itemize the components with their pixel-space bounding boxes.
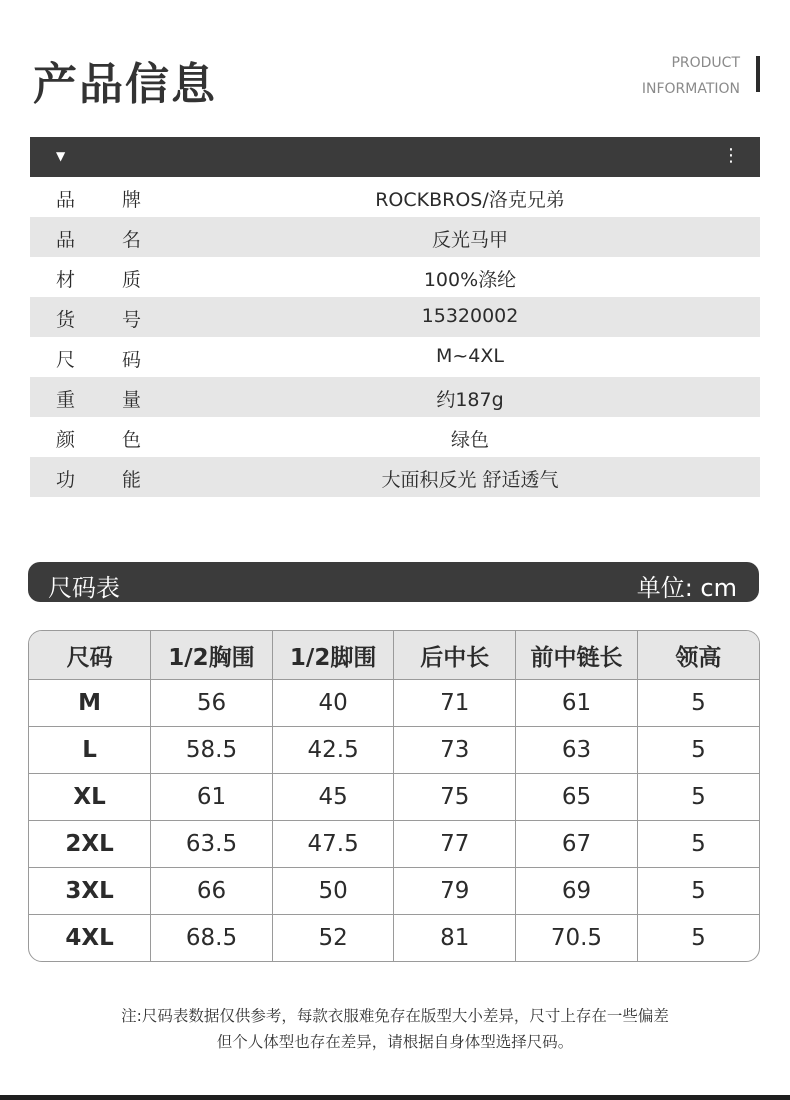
subtitle-line-2: INFORMATION — [641, 81, 740, 97]
size-table — [28, 630, 760, 962]
note-line-2: 但个人体型也存在差异，请根据自身体型选择尺码。 — [216, 1033, 574, 1051]
size-table-header-row — [29, 631, 759, 680]
info-row-weight — [30, 377, 760, 417]
info-row-material — [30, 257, 760, 297]
table-cell: 42.5 — [272, 727, 394, 774]
info-row-name — [30, 217, 760, 257]
table-row — [29, 727, 759, 774]
table-cell: 73 — [394, 727, 516, 774]
column-header: 后中长 — [394, 631, 516, 680]
note-line-1: 注:尺码表数据仅供参考，每款衣服难免存在版型大小差异，尺寸上存在一些偏差 — [121, 1007, 669, 1025]
size-cell: 4XL — [29, 915, 151, 962]
column-header: 1/2胸围 — [151, 631, 273, 680]
table-cell: 68.5 — [151, 915, 273, 962]
size-chart-header — [28, 562, 759, 602]
info-value: 大面积反光 舒适透气 — [381, 469, 559, 491]
table-row — [29, 774, 759, 821]
table-row — [29, 680, 759, 727]
table-row — [29, 915, 759, 962]
table-cell: 5 — [637, 774, 759, 821]
info-value: 15320002 — [421, 305, 519, 327]
page-subtitle — [642, 50, 740, 102]
info-key: 货 — [56, 309, 76, 331]
table-cell: 5 — [637, 821, 759, 868]
disclaimer-note — [0, 1003, 790, 1055]
info-key: 牌 — [122, 189, 142, 211]
more-vertical-icon[interactable]: ⋮ — [722, 145, 740, 166]
info-key: 颜 — [56, 429, 76, 451]
info-key: 色 — [122, 429, 142, 451]
table-row — [29, 821, 759, 868]
table-cell: 50 — [272, 868, 394, 915]
table-cell: 67 — [516, 821, 638, 868]
info-key: 材 — [56, 269, 76, 291]
table-cell: 71 — [394, 680, 516, 727]
info-row-size — [30, 337, 760, 377]
table-cell: 5 — [637, 680, 759, 727]
info-key: 码 — [122, 349, 142, 371]
info-key: 重 — [56, 389, 76, 411]
table-cell: 56 — [151, 680, 273, 727]
table-cell: 65 — [516, 774, 638, 821]
info-key: 号 — [122, 309, 142, 331]
table-cell: 79 — [394, 868, 516, 915]
table-cell: 75 — [394, 774, 516, 821]
table-cell: 40 — [272, 680, 394, 727]
info-value: 100%涤纶 — [423, 269, 517, 291]
info-key: 量 — [122, 389, 142, 411]
info-table-header — [30, 137, 760, 177]
table-cell: 81 — [394, 915, 516, 962]
info-value: 约187g — [436, 389, 504, 411]
table-cell: 63 — [516, 727, 638, 774]
subtitle-line-1: PRODUCT — [671, 55, 740, 71]
table-cell: 5 — [637, 868, 759, 915]
table-cell: 70.5 — [516, 915, 638, 962]
info-key: 能 — [122, 469, 142, 491]
info-key: 品 — [56, 229, 76, 251]
column-header: 1/2脚围 — [272, 631, 394, 680]
column-header: 尺码 — [29, 631, 151, 680]
table-cell: 66 — [151, 868, 273, 915]
product-info-table — [30, 177, 760, 497]
info-row-function — [30, 457, 760, 497]
info-row-item-number — [30, 297, 760, 337]
caret-down-icon[interactable]: ▼ — [56, 149, 66, 163]
info-key: 质 — [122, 269, 142, 291]
table-cell: 63.5 — [151, 821, 273, 868]
info-value: M~4XL — [435, 345, 504, 367]
table-row — [29, 868, 759, 915]
size-chart-title: 尺码表 — [48, 574, 120, 602]
info-key: 品 — [56, 189, 76, 211]
size-cell: 3XL — [29, 868, 151, 915]
info-value: 绿色 — [450, 429, 489, 451]
table-cell: 52 — [272, 915, 394, 962]
info-key: 名 — [122, 229, 142, 251]
table-cell: 61 — [151, 774, 273, 821]
table-cell: 47.5 — [272, 821, 394, 868]
table-cell: 61 — [516, 680, 638, 727]
column-header: 前中链长 — [516, 631, 638, 680]
info-row-color — [30, 417, 760, 457]
table-cell: 77 — [394, 821, 516, 868]
table-cell: 58.5 — [151, 727, 273, 774]
info-key: 尺 — [56, 349, 76, 371]
info-value: 反光马甲 — [431, 229, 508, 251]
size-chart-unit: 单位: cm — [636, 574, 737, 602]
table-cell: 69 — [516, 868, 638, 915]
size-cell: XL — [29, 774, 151, 821]
table-cell: 5 — [637, 727, 759, 774]
bottom-divider — [0, 1095, 790, 1100]
page-title: 产品信息 — [33, 59, 217, 110]
table-cell: 45 — [272, 774, 394, 821]
info-key: 功 — [56, 469, 76, 491]
table-cell: 5 — [637, 915, 759, 962]
info-value: ROCKBROS/洛克兄弟 — [375, 189, 565, 211]
size-cell: 2XL — [29, 821, 151, 868]
size-cell: L — [29, 727, 151, 774]
info-row-brand — [30, 177, 760, 217]
size-cell: M — [29, 680, 151, 727]
title-accent-bar — [756, 56, 760, 92]
column-header: 领高 — [637, 631, 759, 680]
